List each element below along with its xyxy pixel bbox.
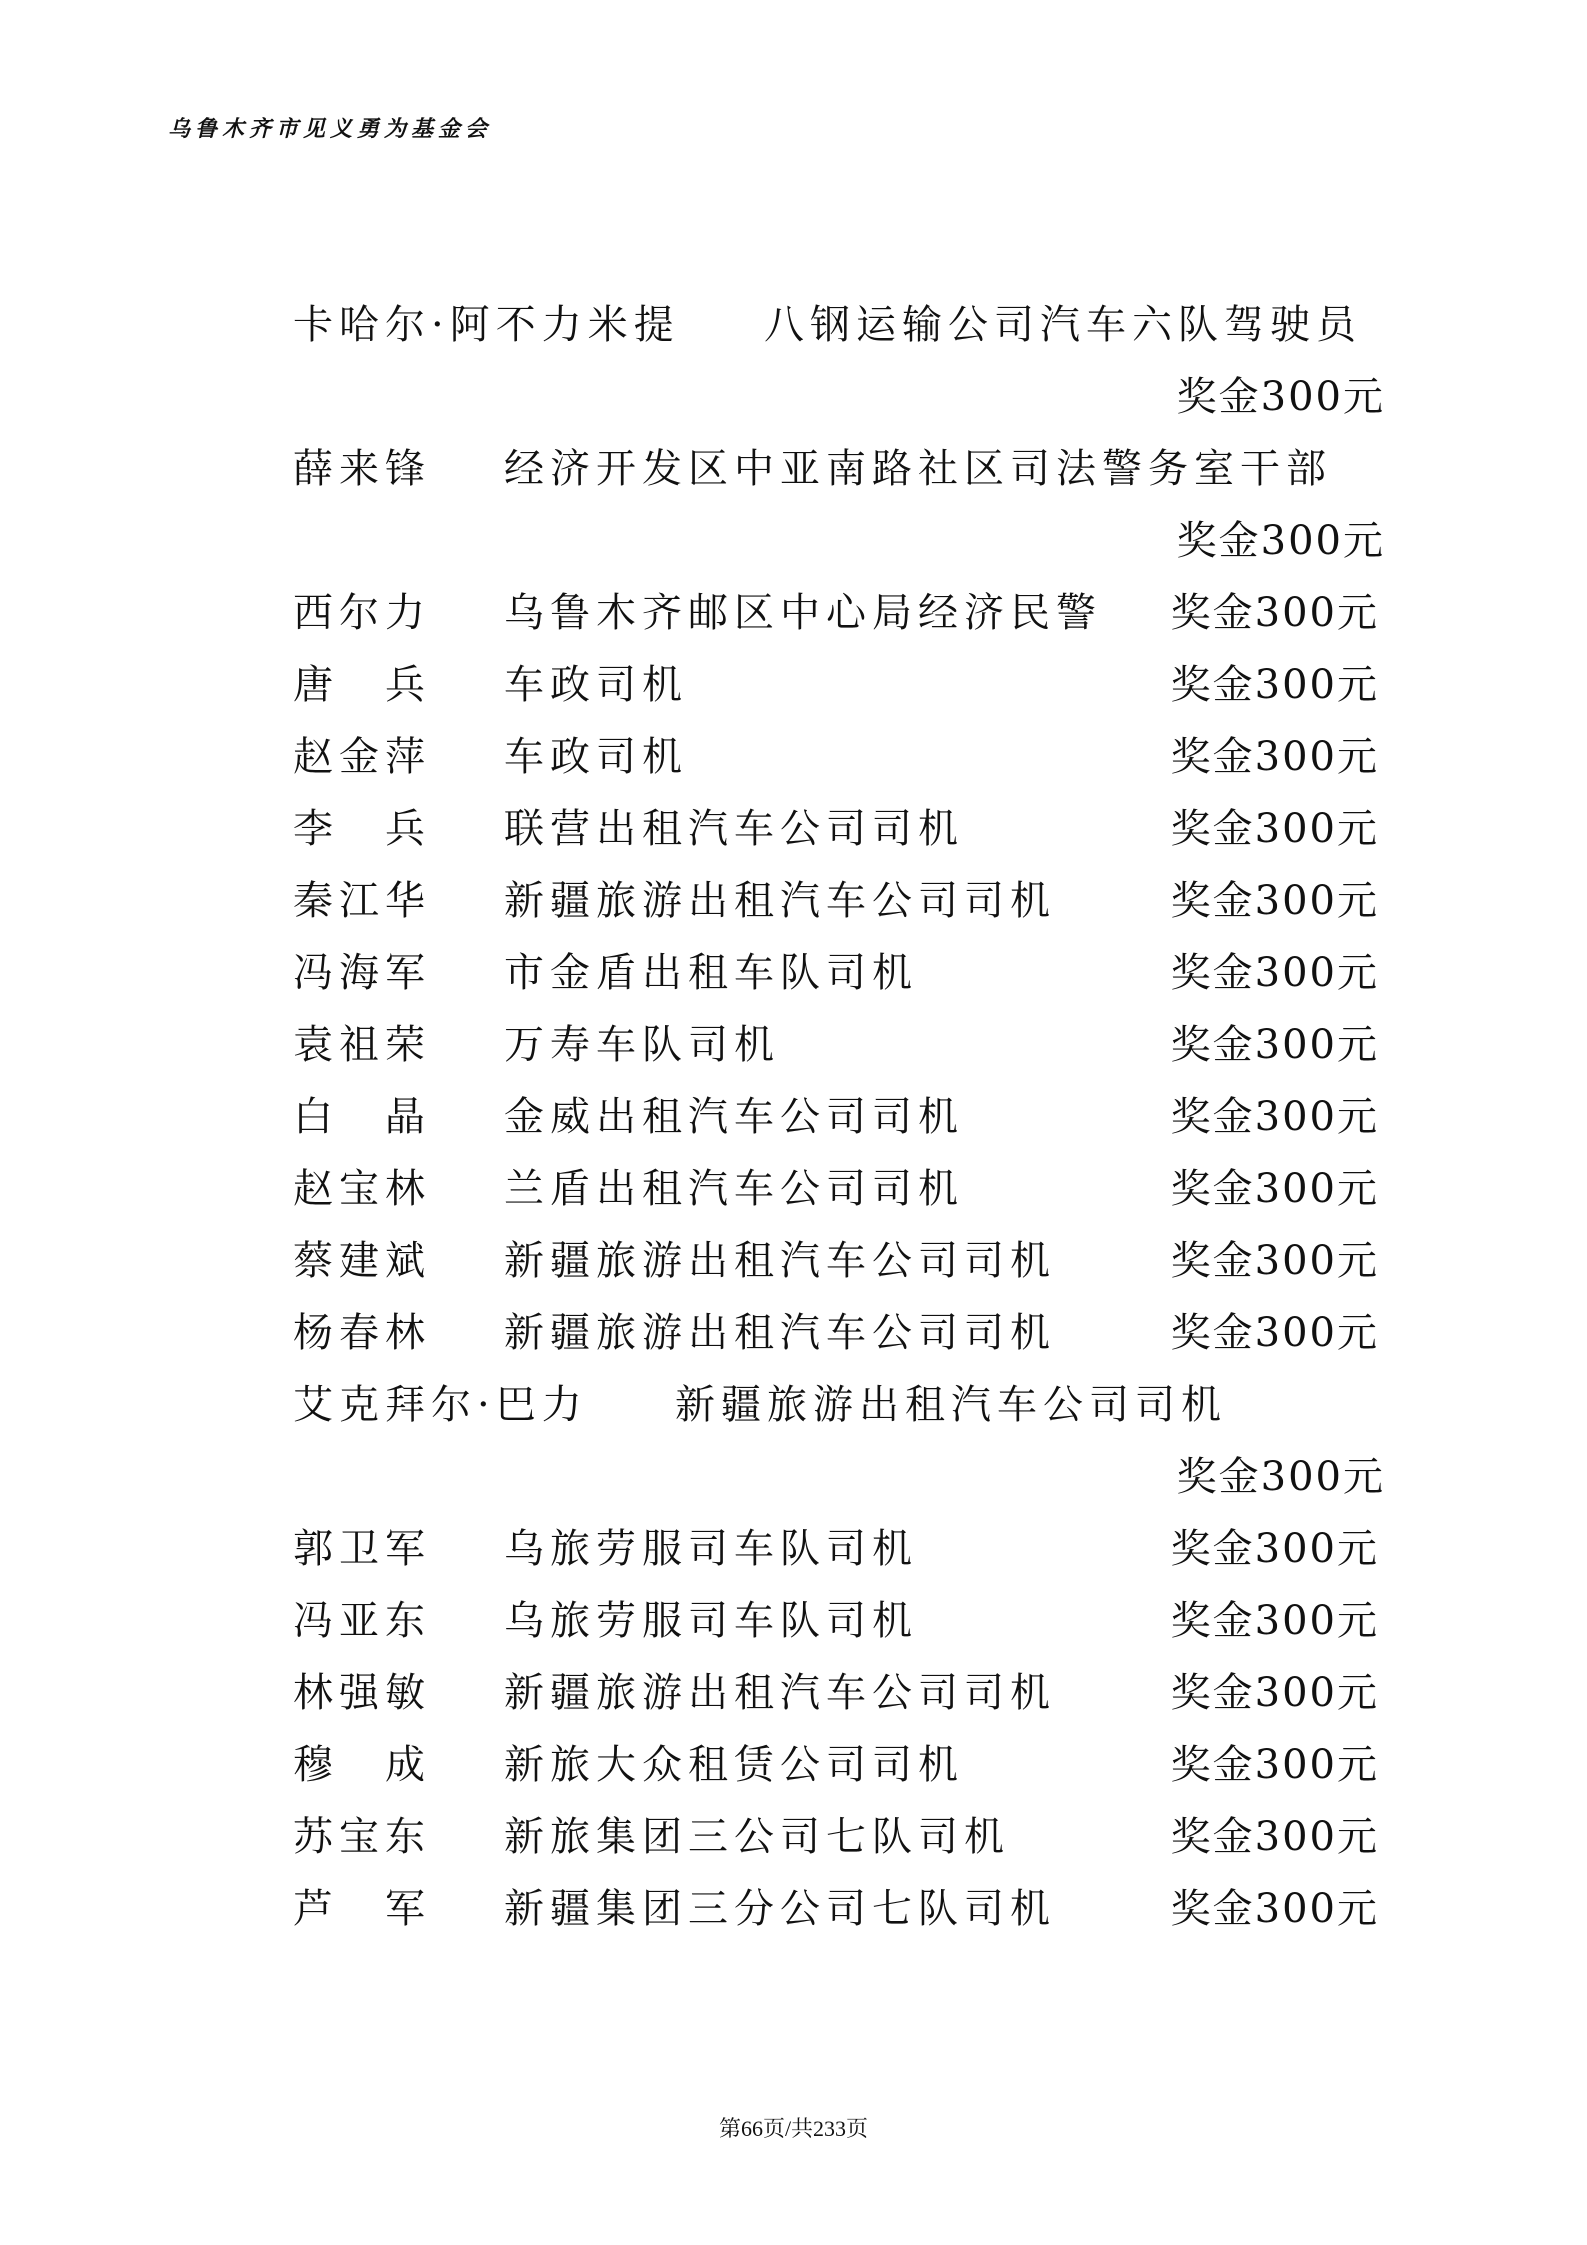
- entry-name: 杨春林: [293, 1310, 431, 1356]
- entry-job: 新旅集团三公司七队司机: [504, 1814, 1010, 1860]
- entry-job: 新旅大众租赁公司司机: [504, 1742, 964, 1788]
- entry-award: 奖金300元: [1170, 662, 1379, 708]
- entry-award: 奖金300元: [1170, 1526, 1379, 1572]
- list-item: [0, 585, 1587, 657]
- entry-job: 兰盾出租汽车公司司机: [504, 1166, 964, 1212]
- entry-name: 冯亚东: [293, 1598, 431, 1644]
- entry-job: 市金盾出租车队司机: [504, 950, 918, 996]
- list-item: [0, 1593, 1587, 1665]
- entry-job: 新疆旅游出租汽车公司司机: [504, 1670, 1056, 1716]
- entry-award: 奖金300元: [1170, 734, 1379, 780]
- list-item: [0, 1449, 1587, 1521]
- entry-job: 八钢运输公司汽车六队驾驶员: [764, 302, 1362, 348]
- entry-award: 奖金300元: [1170, 1166, 1379, 1212]
- entry-name: 冯海军: [293, 950, 431, 996]
- entry-job: 新疆旅游出租汽车公司司机: [504, 878, 1056, 924]
- entry-job: 新疆旅游出租汽车公司司机: [504, 1310, 1056, 1356]
- list-item: [0, 441, 1587, 513]
- entry-job: 万寿车队司机: [504, 1022, 780, 1068]
- entry-name: 穆 成: [293, 1742, 431, 1788]
- entry-name: 林强敏: [293, 1670, 431, 1716]
- list-item: [0, 1233, 1587, 1305]
- list-item: [0, 1665, 1587, 1737]
- entry-award: 奖金300元: [1170, 1310, 1379, 1356]
- entry-name: 蔡建斌: [293, 1238, 431, 1284]
- entry-award: 奖金300元: [1176, 374, 1385, 420]
- entry-award: 奖金300元: [1170, 1094, 1379, 1140]
- entry-name: 赵金萍: [293, 734, 431, 780]
- entry-name: 李 兵: [293, 806, 431, 852]
- list-item: [0, 1017, 1587, 1089]
- entry-award: 奖金300元: [1170, 1742, 1379, 1788]
- list-item: [0, 1305, 1587, 1377]
- list-item: [0, 657, 1587, 729]
- entry-job: 新疆旅游出租汽车公司司机: [675, 1382, 1227, 1428]
- list-item: [0, 369, 1587, 441]
- entry-award: 奖金300元: [1176, 518, 1385, 564]
- entry-award: 奖金300元: [1176, 1454, 1385, 1500]
- entry-award: 奖金300元: [1170, 1022, 1379, 1068]
- entry-name: 芦 军: [293, 1886, 431, 1932]
- list-item: [0, 1809, 1587, 1881]
- entry-job: 新疆集团三分公司七队司机: [504, 1886, 1056, 1932]
- entry-job: 车政司机: [504, 662, 688, 708]
- entry-job: 乌鲁木齐邮区中心局经济民警: [504, 590, 1102, 636]
- organization-header: 乌鲁木齐市见义勇为基金会: [168, 116, 493, 142]
- entry-job: 新疆旅游出租汽车公司司机: [504, 1238, 1056, 1284]
- entry-job: 金威出租汽车公司司机: [504, 1094, 964, 1140]
- entry-job: 经济开发区中亚南路社区司法警务室干部: [504, 446, 1332, 492]
- entry-award: 奖金300元: [1170, 1886, 1379, 1932]
- entry-job: 乌旅劳服司车队司机: [504, 1526, 918, 1572]
- list-item: [0, 1161, 1587, 1233]
- list-item: [0, 729, 1587, 801]
- entry-award: 奖金300元: [1170, 1670, 1379, 1716]
- entry-name: 秦江华: [293, 878, 431, 924]
- entry-name: 郭卫军: [293, 1526, 431, 1572]
- list-item: [0, 873, 1587, 945]
- entry-name: 卡哈尔·阿不力米提: [293, 302, 680, 348]
- list-item: [0, 1089, 1587, 1161]
- entry-name: 白 晶: [293, 1094, 431, 1140]
- entry-name: 西尔力: [293, 590, 431, 636]
- list-item: [0, 801, 1587, 873]
- entry-award: 奖金300元: [1170, 1814, 1379, 1860]
- entry-job: 联营出租汽车公司司机: [504, 806, 964, 852]
- entry-name: 赵宝林: [293, 1166, 431, 1212]
- entry-award: 奖金300元: [1170, 950, 1379, 996]
- entry-job: 车政司机: [504, 734, 688, 780]
- entry-name: 唐 兵: [293, 662, 431, 708]
- list-item: [0, 1737, 1587, 1809]
- entry-name: 艾克拜尔·巴力: [293, 1382, 588, 1428]
- list-item: [0, 1881, 1587, 1953]
- entry-award: 奖金300元: [1170, 1598, 1379, 1644]
- entry-name: 袁祖荣: [293, 1022, 431, 1068]
- list-item: [0, 513, 1587, 585]
- entry-award: 奖金300元: [1170, 590, 1379, 636]
- entry-award: 奖金300元: [1170, 806, 1379, 852]
- entry-award: 奖金300元: [1170, 878, 1379, 924]
- list-item: [0, 297, 1587, 369]
- entry-name: 薛来锋: [293, 446, 431, 492]
- entry-award: 奖金300元: [1170, 1238, 1379, 1284]
- entry-job: 乌旅劳服司车队司机: [504, 1598, 918, 1644]
- list-item: [0, 945, 1587, 1017]
- entry-name: 苏宝东: [293, 1814, 431, 1860]
- list-item: [0, 1377, 1587, 1449]
- list-item: [0, 1521, 1587, 1593]
- page-number: 第66页/共233页: [718, 2116, 869, 2141]
